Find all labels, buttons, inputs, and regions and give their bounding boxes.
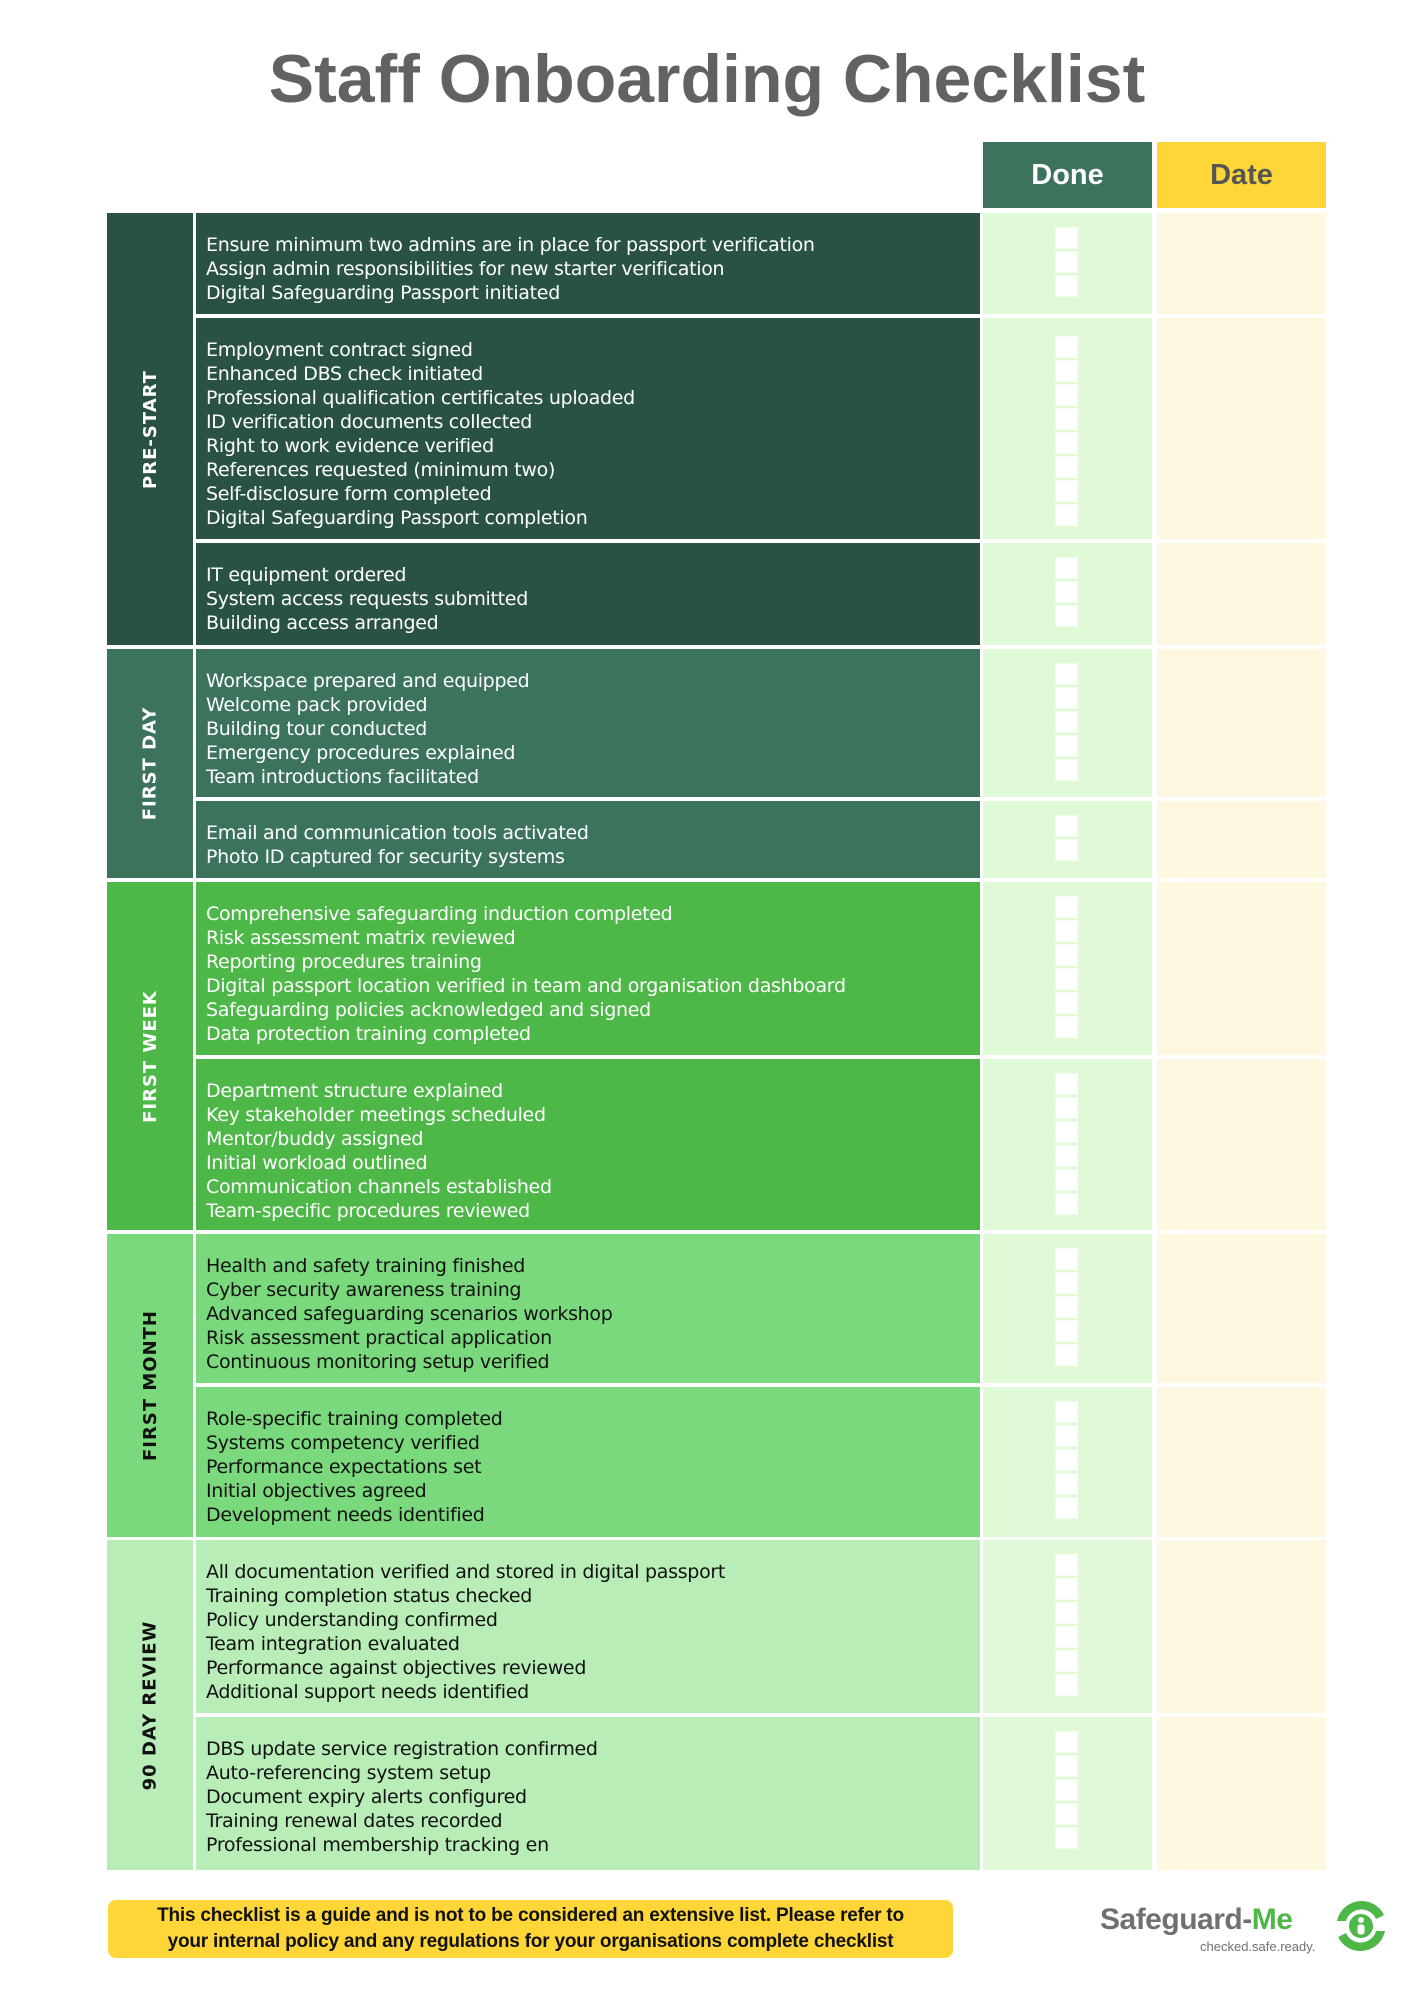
checklist-item: DBS update service registration confirmed — [206, 1738, 598, 1760]
checklist-item: Department structure explained — [206, 1080, 503, 1102]
checkbox-stack — [1055, 1073, 1078, 1217]
done-checkbox[interactable] — [1055, 1650, 1078, 1672]
done-cell — [983, 318, 1152, 539]
checkbox-stack — [1055, 663, 1078, 783]
done-cell — [983, 1717, 1152, 1870]
done-checkbox[interactable] — [1055, 1169, 1078, 1191]
date-cell[interactable] — [1157, 1717, 1326, 1870]
done-cell — [983, 801, 1152, 878]
disclaimer-note — [108, 1900, 953, 1958]
checkbox-stack — [1055, 336, 1078, 528]
checklist-item: Risk assessment practical application — [206, 1327, 552, 1349]
checklist-item: Emergency procedures explained — [206, 742, 516, 764]
checklist-item: Digital Safeguarding Passport completion — [206, 507, 588, 529]
checklist-item: Cyber security awareness training — [206, 1279, 522, 1301]
group-items — [196, 213, 980, 314]
done-checkbox[interactable] — [1055, 1073, 1078, 1095]
checklist-item: Building access arranged — [206, 612, 439, 634]
checklist-item: Additional support needs identified — [206, 1681, 529, 1703]
checklist-item: Development needs identified — [206, 1504, 485, 1526]
done-cell — [983, 1387, 1152, 1537]
group-items — [196, 1059, 980, 1230]
done-checkbox[interactable] — [1055, 663, 1078, 685]
done-checkbox[interactable] — [1055, 815, 1078, 837]
group-items — [196, 1540, 980, 1713]
checklist-item: Enhanced DBS check initiated — [206, 363, 483, 385]
group-items — [196, 1387, 980, 1537]
group-items — [196, 882, 980, 1055]
checkbox-stack — [1055, 1731, 1078, 1851]
checklist-item: Photo ID captured for security systems — [206, 846, 565, 868]
checklist-item: Team integration evaluated — [206, 1633, 460, 1655]
checkbox-stack — [1055, 1401, 1078, 1521]
done-checkbox[interactable] — [1055, 992, 1078, 1014]
checklist-item: Document expiry alerts configured — [206, 1786, 527, 1808]
done-checkbox[interactable] — [1055, 687, 1078, 709]
done-cell — [983, 543, 1152, 645]
checklist-item: Advanced safeguarding scenarios workshop — [206, 1303, 613, 1325]
done-checkbox[interactable] — [1055, 735, 1078, 757]
done-checkbox[interactable] — [1055, 1755, 1078, 1777]
checklist-item: System access requests submitted — [206, 588, 528, 610]
checklist-item: Team introductions facilitated — [206, 766, 479, 788]
checklist-item: References requested (minimum two) — [206, 459, 556, 481]
done-checkbox[interactable] — [1055, 275, 1078, 297]
done-checkbox[interactable] — [1055, 1097, 1078, 1119]
checklist-item: IT equipment ordered — [206, 564, 407, 586]
date-cell[interactable] — [1157, 213, 1326, 314]
done-checkbox[interactable] — [1055, 944, 1078, 966]
checklist-item: Digital Safeguarding Passport initiated — [206, 282, 560, 304]
done-checkbox[interactable] — [1055, 1344, 1078, 1366]
done-checkbox[interactable] — [1055, 1425, 1078, 1447]
checklist-item: Training completion status checked — [206, 1585, 532, 1607]
group-items — [196, 318, 980, 539]
done-checkbox[interactable] — [1055, 1827, 1078, 1849]
group-items — [196, 1717, 980, 1870]
checklist-item: Digital passport location verified in team and organisation dashboard — [206, 975, 846, 997]
checklist-item: Employment contract signed — [206, 339, 473, 361]
checklist-item: Continuous monitoring setup verified — [206, 1351, 550, 1373]
checklist-item: Role-specific training completed — [206, 1408, 503, 1430]
done-checkbox[interactable] — [1055, 1626, 1078, 1648]
done-checkbox[interactable] — [1055, 1497, 1078, 1519]
checklist-item: Workspace prepared and equipped — [206, 670, 530, 692]
checklist-item: Building tour conducted — [206, 718, 428, 740]
done-checkbox[interactable] — [1055, 251, 1078, 273]
date-cell[interactable] — [1157, 1234, 1326, 1383]
date-cell[interactable] — [1157, 318, 1326, 539]
date-cell[interactable] — [1157, 1540, 1326, 1713]
checkbox-stack — [1055, 1554, 1078, 1698]
section-first-day — [107, 649, 1326, 878]
checklist-item: ID verification documents collected — [206, 411, 533, 433]
checklist-item: Team-specific procedures reviewed — [206, 1200, 530, 1222]
done-checkbox[interactable] — [1055, 1779, 1078, 1801]
done-checkbox[interactable] — [1055, 968, 1078, 990]
checklist-item: Risk assessment matrix reviewed — [206, 927, 516, 949]
safeguard-me-logo — [1100, 1895, 1400, 1965]
done-checkbox[interactable] — [1055, 711, 1078, 733]
done-cell — [983, 1234, 1152, 1383]
done-checkbox[interactable] — [1055, 1674, 1078, 1696]
done-checkbox[interactable] — [1055, 1731, 1078, 1753]
group-items — [196, 801, 980, 878]
done-checkbox[interactable] — [1055, 1272, 1078, 1294]
section-label: FIRST DAY — [107, 649, 193, 878]
checklist-item: Safeguarding policies acknowledged and signed — [206, 999, 651, 1021]
done-checkbox[interactable] — [1055, 360, 1078, 382]
date-cell[interactable] — [1157, 1387, 1326, 1537]
done-checkbox[interactable] — [1055, 605, 1078, 627]
done-checkbox[interactable] — [1055, 1016, 1078, 1038]
checklist-item: Professional qualification certificates uploaded — [206, 387, 635, 409]
section-first-month — [107, 1234, 1326, 1537]
done-checkbox[interactable] — [1055, 432, 1078, 454]
section-label: FIRST WEEK — [107, 882, 193, 1230]
group-items — [196, 649, 980, 797]
done-cell — [983, 1540, 1152, 1713]
done-checkbox[interactable] — [1055, 1449, 1078, 1471]
done-checkbox[interactable] — [1055, 456, 1078, 478]
done-checkbox[interactable] — [1055, 384, 1078, 406]
checklist-item: Right to work evidence verified — [206, 435, 494, 457]
checklist-item: Assign admin responsibilities for new starter verification — [206, 258, 725, 280]
checklist-item: All documentation verified and stored in digital passport — [206, 1561, 726, 1583]
checkbox-stack — [1055, 557, 1078, 629]
section-label: 90 DAY REVIEW — [107, 1540, 193, 1870]
done-checkbox[interactable] — [1055, 227, 1078, 249]
section-label: PRE-START — [107, 213, 193, 645]
date-cell[interactable] — [1157, 882, 1326, 1055]
logo-wordmark: Safeguard-Me — [1100, 1903, 1293, 1936]
done-checkbox[interactable] — [1055, 1803, 1078, 1825]
done-checkbox[interactable] — [1055, 759, 1078, 781]
checklist-item: Performance against objectives reviewed — [206, 1657, 587, 1679]
done-checkbox[interactable] — [1055, 1554, 1078, 1576]
done-checkbox[interactable] — [1055, 408, 1078, 430]
checklist-item: Welcome pack provided — [206, 694, 428, 716]
date-cell[interactable] — [1157, 543, 1326, 645]
done-checkbox[interactable] — [1055, 920, 1078, 942]
section-pre-start — [107, 213, 1326, 645]
checklist-item: Systems competency verified — [206, 1432, 480, 1454]
checklist-item: Initial objectives agreed — [206, 1480, 427, 1502]
done-checkbox[interactable] — [1055, 1121, 1078, 1143]
checklist-item: Comprehensive safeguarding induction completed — [206, 903, 673, 925]
logo-tagline: checked.safe.ready. — [1200, 1939, 1316, 1954]
done-checkbox[interactable] — [1055, 504, 1078, 526]
shield-person-icon — [1332, 1897, 1390, 1955]
done-checkbox[interactable] — [1055, 557, 1078, 579]
checklist-item: Health and safety training finished — [206, 1255, 525, 1277]
done-checkbox[interactable] — [1055, 480, 1078, 502]
checklist-item: Communication channels established — [206, 1176, 552, 1198]
done-cell — [983, 213, 1152, 314]
checklist-item: Self-disclosure form completed — [206, 483, 492, 505]
section-label: FIRST MONTH — [107, 1234, 193, 1537]
done-checkbox[interactable] — [1055, 1248, 1078, 1270]
checklist-item: Training renewal dates recorded — [206, 1810, 503, 1832]
checklist-item: Ensure minimum two admins are in place for passport verification — [206, 234, 815, 256]
done-checkbox[interactable] — [1055, 1145, 1078, 1167]
checklist-item: Key stakeholder meetings scheduled — [206, 1104, 546, 1126]
checklist-item: Data protection training completed — [206, 1023, 531, 1045]
date-cell[interactable] — [1157, 649, 1326, 797]
checklist-item: Reporting procedures training — [206, 951, 482, 973]
done-checkbox[interactable] — [1055, 896, 1078, 918]
checkbox-stack — [1055, 815, 1078, 863]
done-checkbox[interactable] — [1055, 1401, 1078, 1423]
done-checkbox[interactable] — [1055, 1473, 1078, 1495]
checklist-item: Professional membership tracking en — [206, 1834, 549, 1856]
done-checkbox[interactable] — [1055, 1296, 1078, 1318]
section-90-day-review — [107, 1540, 1326, 1870]
checklist-item: Mentor/buddy assigned — [206, 1128, 424, 1150]
done-checkbox[interactable] — [1055, 1193, 1078, 1215]
done-cell — [983, 1059, 1152, 1230]
checkbox-stack — [1055, 896, 1078, 1040]
done-column-header: Done — [983, 142, 1152, 208]
date-cell[interactable] — [1157, 801, 1326, 878]
checklist-item: Email and communication tools activated — [206, 822, 589, 844]
page-title: Staff Onboarding Checklist — [268, 41, 1146, 117]
checklist-item: Auto-referencing system setup — [206, 1762, 491, 1784]
done-checkbox[interactable] — [1055, 839, 1078, 861]
date-cell[interactable] — [1157, 1059, 1326, 1230]
date-column-header: Date — [1157, 142, 1326, 208]
checkbox-stack — [1055, 1248, 1078, 1368]
section-first-week — [107, 882, 1326, 1230]
done-checkbox[interactable] — [1055, 581, 1078, 603]
done-cell — [983, 882, 1152, 1055]
done-checkbox[interactable] — [1055, 1602, 1078, 1624]
group-items — [196, 1234, 980, 1383]
checklist-item: Policy understanding confirmed — [206, 1609, 498, 1631]
group-items — [196, 543, 980, 645]
disclaimer-line: your internal policy and any regulations for your organisations complete checklist — [167, 1931, 894, 1952]
checkbox-stack — [1055, 227, 1078, 299]
checklist-item: Initial workload outlined — [206, 1152, 428, 1174]
done-checkbox[interactable] — [1055, 1320, 1078, 1342]
disclaimer-line: This checklist is a guide and is not to be considered an extensive list. Please refer to — [157, 1905, 904, 1926]
done-cell — [983, 649, 1152, 797]
checklist-item: Performance expectations set — [206, 1456, 482, 1478]
done-checkbox[interactable] — [1055, 336, 1078, 358]
done-checkbox[interactable] — [1055, 1578, 1078, 1600]
